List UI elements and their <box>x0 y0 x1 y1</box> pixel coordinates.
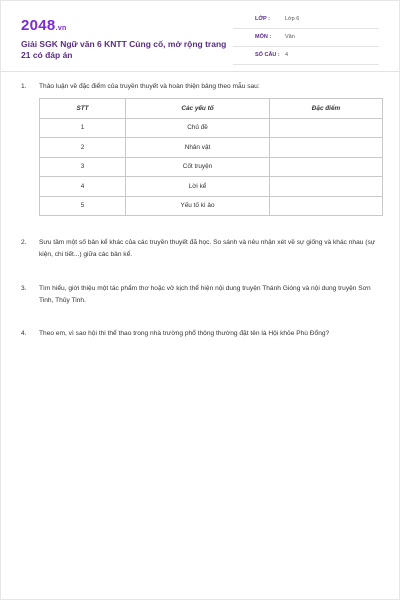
question-number: 1. <box>21 83 27 90</box>
table-cell: Chủ đề <box>126 118 270 138</box>
table-cell: 4 <box>40 177 126 197</box>
meta-value: Văn <box>285 34 295 40</box>
table-row <box>40 177 383 197</box>
column-header-stt: STT <box>40 99 126 119</box>
meta-row-class <box>233 13 379 29</box>
question-text: Sưu tầm một số bản kể khác của các truyền thuyết đã học. So sánh và nêu nhận xét về sự giống và khác nhau (sự kiện, chi tiết...) giữa các bản kể. <box>39 239 376 258</box>
column-header-features: Đặc điểm <box>270 99 383 119</box>
question-4 <box>21 328 379 340</box>
meta-row-subject <box>233 31 379 47</box>
question-3 <box>21 283 379 307</box>
table-header-row <box>40 99 383 119</box>
table-cell: Yếu tố kì ảo <box>126 196 270 216</box>
table-cell: Lời kể <box>126 177 270 197</box>
meta-panel <box>233 13 379 67</box>
table-row <box>40 138 383 158</box>
meta-row-count <box>233 49 379 65</box>
logo-suffix: .vn <box>55 25 67 32</box>
question-text: Tìm hiểu, giới thiệu một tác phẩm thơ hoặc vở kịch thể hiện nội dung truyện Thánh Gióng và nội dung truyện Sơn Tinh, Thủy Tinh. <box>39 285 371 304</box>
table-row <box>40 157 383 177</box>
column-header-elements: Các yếu tố <box>126 99 270 119</box>
site-logo[interactable] <box>21 17 67 34</box>
question-text: Theo em, vì sao hội thi thể thao trong nhà trường phổ thông thường đặt tên là Hội khỏe Phù Đổng? <box>39 330 330 337</box>
question-2 <box>21 237 379 261</box>
table-cell: 3 <box>40 157 126 177</box>
meta-label: LỚP : <box>255 16 270 22</box>
meta-value: Lớp 6 <box>285 16 300 22</box>
question-text: Thảo luận về đặc điểm của truyền thuyết và hoàn thiện bảng theo mẫu sau: <box>39 83 260 90</box>
table-cell: Nhân vật <box>126 138 270 158</box>
table-cell: 1 <box>40 118 126 138</box>
meta-value: 4 <box>285 52 289 58</box>
meta-label: SỐ CÂU : <box>255 52 280 58</box>
document-title: Giải SGK Ngữ văn 6 KNTT Củng cố, mở rộng trang 21 có đáp án <box>21 39 227 60</box>
table-cell <box>270 196 383 216</box>
table-cell <box>270 138 383 158</box>
question-number: 3. <box>21 285 27 292</box>
table-cell <box>270 177 383 197</box>
table-cell: 2 <box>40 138 126 158</box>
table-row <box>40 196 383 216</box>
logo-main: 2048 <box>21 17 56 34</box>
feature-table <box>39 98 383 216</box>
table-cell <box>270 118 383 138</box>
question-number: 2. <box>21 239 27 246</box>
table-cell <box>270 157 383 177</box>
table-cell: Cốt truyện <box>126 157 270 177</box>
question-number: 4. <box>21 330 27 337</box>
question-1 <box>21 81 379 93</box>
table-cell: 5 <box>40 196 126 216</box>
table-row <box>40 118 383 138</box>
header-divider <box>1 71 399 72</box>
meta-label: MÔN : <box>255 34 272 40</box>
